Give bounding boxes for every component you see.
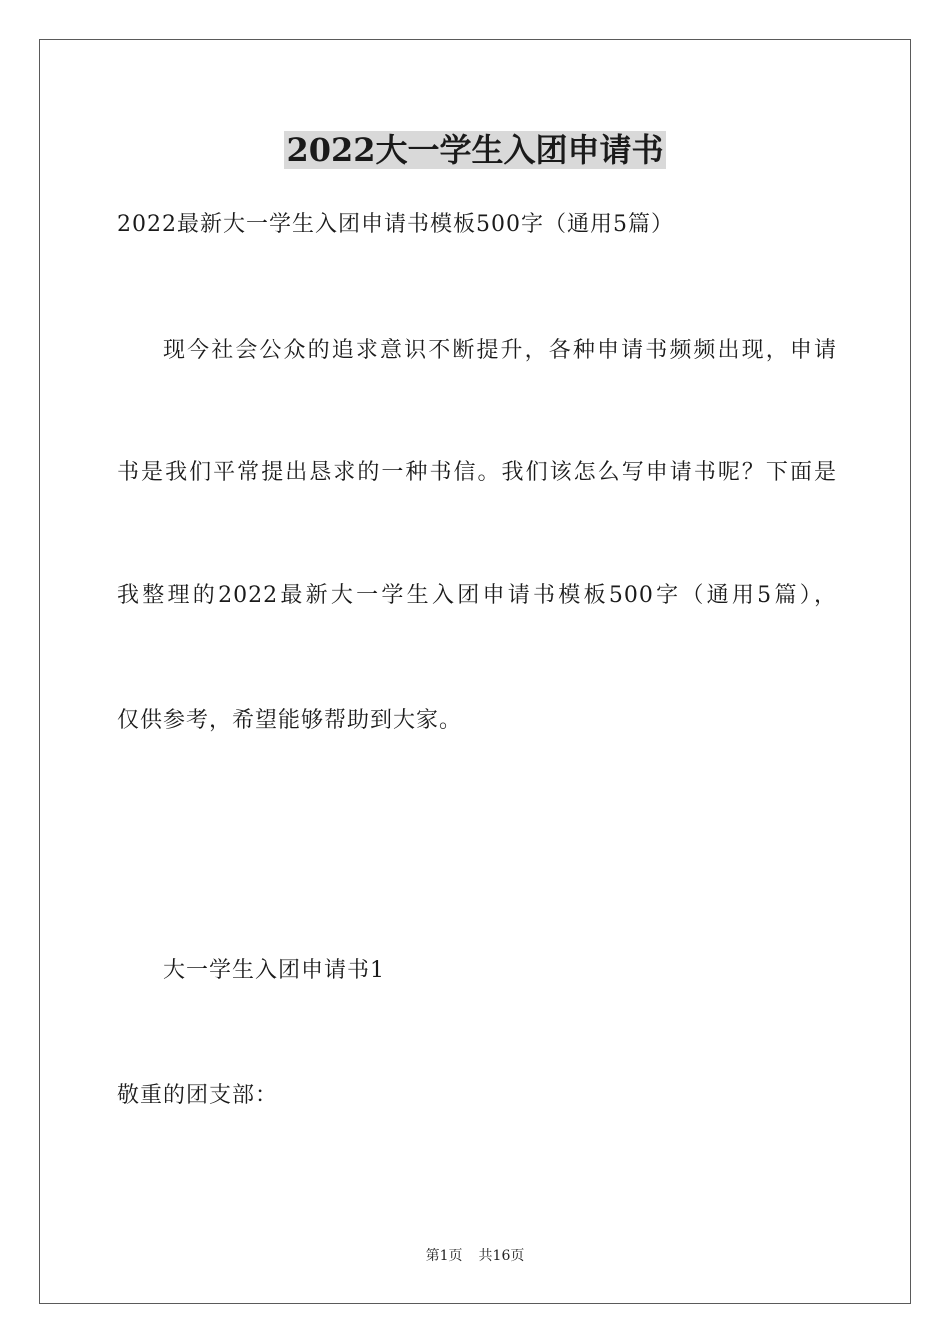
salutation: 敬重的团支部： (117, 1083, 279, 1108)
page-number-total: 共16页 (478, 1248, 525, 1264)
intro-line-2: 书是我们平常提出恳求的一种书信。我们该怎么写申请书呢？下面是 (117, 460, 837, 485)
document-title (0, 127, 950, 173)
intro-line-1: 现今社会公众的追求意识不断提升，各种申请书频频出现，申请 (163, 338, 837, 363)
intro-line-3: 我整理的2022最新大一学生入团申请书模板500字（通用5篇）， (117, 583, 837, 608)
page-number-current: 第1页 (425, 1248, 463, 1264)
document-title-text: 2022大一学生入团申请书 (286, 131, 664, 169)
page-footer (0, 1246, 950, 1266)
section-heading: 大一学生入团申请书1 (163, 958, 385, 983)
intro-line-4: 仅供参考，希望能够帮助到大家。 (117, 708, 463, 733)
document-subtitle: 2022最新大一学生入团申请书模板500字（通用5篇） (117, 212, 674, 237)
